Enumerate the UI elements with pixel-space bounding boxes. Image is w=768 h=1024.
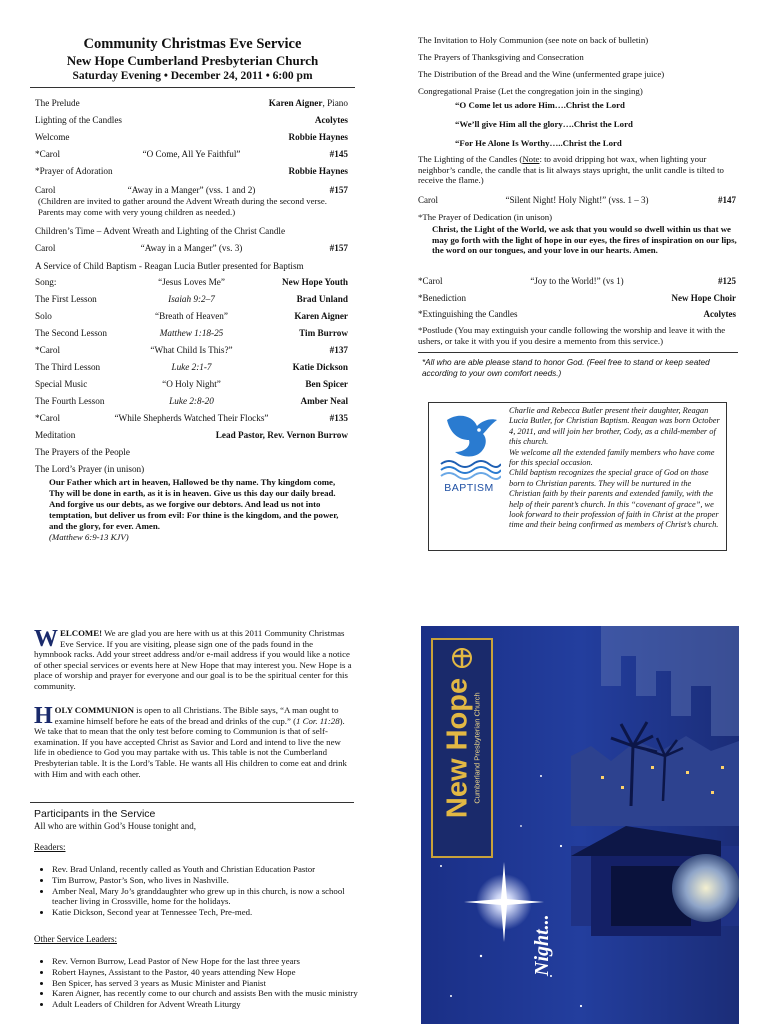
list-item: • Tim Burrow, Pastor’s Son, who lives in Nashville. bbox=[52, 875, 370, 886]
lords-prayer-text: Our Father which art in heaven, Hallowed be thy name. Thy kingdom come, Thy will be done in earth, as it is in heaven. Give us this day our daily bread. And forgive us our debts, as we forgive our debtors. And lead us not into temptation, but deliver us from evil: For thine is the kingdom, and the power, and the glory, for ever. Amen. bbox=[49, 477, 339, 531]
scripture-ref: Luke 2:8-20 bbox=[169, 396, 214, 406]
leaders-list bbox=[34, 956, 370, 1010]
welcome-lead: ELCOME! bbox=[60, 628, 103, 638]
order-leader: Robbie Haynes bbox=[288, 166, 348, 176]
order-item: Meditation bbox=[35, 430, 76, 440]
thanksgiving-line: The Prayers of Thanksgiving and Consecration bbox=[418, 52, 584, 62]
baptism-dove-icon bbox=[437, 410, 501, 496]
candles-lead: The Lighting of the Candles ( bbox=[418, 154, 523, 164]
order-item: *Extinguishing the Candles bbox=[418, 309, 518, 319]
communion-lead: OLY COMMUNION bbox=[54, 705, 134, 715]
order-leader: Ben Spicer bbox=[305, 379, 348, 389]
order-row bbox=[35, 446, 348, 458]
order-row bbox=[35, 429, 348, 441]
order-row bbox=[35, 260, 348, 272]
list-item: • Amber Neal, Mary Jo’s granddaughter who grew up in this church, is now a school teacher living in Crossville, home for the holidays. bbox=[52, 886, 370, 908]
order-title: “Away in a Manger” (vss. 1 and 2) bbox=[127, 185, 256, 195]
order-title: “O Holy Night” bbox=[162, 379, 221, 389]
order-leader: Amber Neal bbox=[300, 396, 348, 406]
list-item: • Rev. Brad Unland, recently called as Youth and Christian Education Pastor bbox=[52, 864, 370, 875]
order-item: Special Music bbox=[35, 379, 88, 389]
order-row bbox=[35, 242, 348, 254]
order-leader: Acolytes bbox=[314, 115, 348, 125]
list-item: • Ben Spicer, has served 3 years as Music Minister and Pianist bbox=[52, 978, 370, 989]
hymn-number: #145 bbox=[329, 149, 348, 159]
baptism-label: BAPTISM bbox=[444, 482, 494, 494]
order-title: “Joy to the World!” (vs 1) bbox=[530, 276, 624, 286]
welcome-text: We are glad you are here with us at this 2011 Community Christmas Eve Service. If you are visiting, please sign one of the pads found in the hymnbook racks. Add your street address and/or e-mail address if you would like a notice of other special services or events here at New Hope that may interest you. New Hope is a place of worship and prayer for everyone and our goal is to be the spiritual center for this community. bbox=[34, 628, 352, 691]
order-row bbox=[35, 97, 348, 109]
order-title: “Breath of Heaven” bbox=[155, 311, 228, 321]
order-item: *Prayer of Adoration bbox=[35, 166, 113, 176]
candles-note: : to avoid dripping hot wax, when lighting your neighbor’s candle, the candle that is lit always stays upright, the unlit candle is tilted to receive the flame.) bbox=[418, 154, 724, 186]
order-leader: Karen Aigner bbox=[268, 98, 323, 108]
order-row bbox=[418, 292, 736, 304]
welcome-dropcap: W bbox=[34, 626, 58, 652]
honor-note: *All who are able please stand to honor God. (Feel free to stand or keep seated according to your own comfort needs.) bbox=[422, 358, 710, 378]
order-title: “O Come, All Ye Faithful” bbox=[142, 149, 241, 159]
readers-list bbox=[34, 864, 370, 918]
order-row bbox=[35, 395, 348, 407]
communion-text: is open to all Christians. The Bible says, “A man ought to examine himself before he eats of the bread and drinks of the cup.” ( bbox=[54, 705, 339, 726]
readers-heading: Readers: bbox=[34, 842, 66, 852]
participants-title: Participants in the Service bbox=[34, 808, 156, 820]
order-item: *Carol bbox=[35, 345, 61, 355]
praise-song: “O Come let us adore Him….Christ the Lord bbox=[455, 100, 625, 110]
order-row bbox=[35, 378, 348, 390]
invitation-line: The Invitation to Holy Communion (see note on back of bulletin) bbox=[418, 35, 649, 45]
participants-divider bbox=[30, 802, 354, 803]
order-item: The Fourth Lesson bbox=[35, 396, 105, 406]
order-item: Solo bbox=[35, 311, 52, 321]
order-item: The Lord’s Prayer (in unison) bbox=[35, 464, 145, 474]
list-item: • Rev. Vernon Burrow, Lead Pastor of New Hope for the last three years bbox=[52, 956, 370, 967]
order-item: *Carol bbox=[35, 413, 61, 423]
hymn-number: #135 bbox=[329, 413, 348, 423]
order-row bbox=[35, 184, 348, 196]
logo-brand: New Hope bbox=[441, 677, 474, 819]
hymn-number: #125 bbox=[718, 276, 736, 286]
communion-section bbox=[34, 705, 352, 779]
communion-citation: 1 Cor. 11:28 bbox=[296, 715, 340, 726]
cross-icon bbox=[450, 646, 474, 670]
order-row bbox=[35, 165, 348, 177]
order-title: “Away in a Manger” (vs. 3) bbox=[140, 243, 243, 253]
order-leader: Katie Dickson bbox=[292, 362, 348, 372]
order-title: “Jesus Loves Me” bbox=[158, 277, 225, 287]
postlude-line: *Postlude (You may extinguish your candle following the worship and leave it with the ushers, or take it with you if you desire a memento from this service.) bbox=[418, 325, 726, 346]
welcome-section bbox=[34, 628, 352, 692]
order-row bbox=[35, 293, 348, 305]
order-item: *Benediction bbox=[418, 293, 466, 303]
lords-prayer bbox=[49, 477, 349, 543]
right-divider bbox=[418, 352, 738, 353]
dedication-prayer: Christ, the Light of the World, we ask that you would so dwell within us that we may go forth with the light of hope in our eyes, the fires of inspiration on our lips, the word on our tongues, and your love in our hearts. Amen. bbox=[432, 224, 737, 256]
order-item: Carol bbox=[35, 185, 56, 195]
order-row bbox=[35, 361, 348, 373]
order-item: A Service of Child Baptism - Reagan Lucia Butler presented for Baptism bbox=[35, 261, 304, 271]
order-title: “What Child Is This?” bbox=[150, 345, 233, 355]
church-name: New Hope Cumberland Presbyterian Church bbox=[66, 53, 319, 68]
order-item: The Prelude bbox=[35, 98, 80, 108]
dedication-heading: *The Prayer of Dedication (in unison) bbox=[418, 212, 553, 222]
participants-subtitle: All who are within God’s House tonight and, bbox=[34, 821, 196, 831]
hymn-number: #157 bbox=[329, 243, 348, 253]
order-item: The Second Lesson bbox=[35, 328, 107, 338]
order-row bbox=[418, 275, 736, 287]
praise-song: “For He Alone Is Worthy…..Christ the Lord bbox=[455, 138, 622, 148]
hymn-number: #147 bbox=[718, 195, 736, 205]
order-row bbox=[35, 412, 348, 424]
order-item: Children’s Time – Advent Wreath and Lighting of the Christ Candle bbox=[35, 226, 286, 236]
order-title: “While Shepherds Watched Their Flocks” bbox=[114, 413, 269, 423]
header-divider bbox=[30, 87, 355, 88]
leaders-heading: Other Service Leaders: bbox=[34, 934, 117, 944]
candles-note-word: Note bbox=[522, 154, 540, 164]
hymn-number: #157 bbox=[329, 185, 348, 195]
order-leader: Karen Aigner bbox=[294, 311, 348, 321]
order-item: Carol bbox=[418, 195, 438, 205]
service-datetime: Saturday Evening • December 24, 2011 • 6:00 pm bbox=[72, 70, 313, 82]
praise-song: “We’ll give Him all the glory….Christ the Lord bbox=[455, 119, 633, 129]
baptism-box bbox=[428, 402, 727, 551]
order-row bbox=[35, 225, 348, 237]
order-item: *Carol bbox=[418, 276, 443, 286]
scripture-ref: Luke 2:1-7 bbox=[171, 362, 212, 372]
order-row bbox=[418, 308, 736, 320]
scripture-ref: Isaiah 9:2–7 bbox=[168, 294, 215, 304]
order-item: Song: bbox=[35, 277, 57, 287]
baptism-text bbox=[509, 406, 721, 531]
service-title: Community Christmas Eve Service bbox=[83, 36, 302, 52]
order-leader: New Hope Youth bbox=[281, 277, 348, 287]
communion-text-2: ). We take that to mean that the only test before coming to Communion is that of self-examination. If you have accepted Christ as Savior and Lord and intend to live the new life in obedience to God you may partake with us. This table is not the Cumberland Presbyterian table. It is the Lord’s Table. He wants all His children to come eat and drink with Him and with each other. bbox=[34, 715, 347, 779]
candles-instructions bbox=[418, 154, 738, 186]
order-item: The Third Lesson bbox=[35, 362, 101, 372]
order-item: The First Lesson bbox=[35, 294, 97, 304]
order-row bbox=[418, 194, 736, 206]
praise-line: Congregational Praise (Let the congregation join in the singing) bbox=[418, 86, 643, 96]
order-title: “Silent Night! Holy Night!” (vss. 1 – 3) bbox=[505, 195, 649, 205]
order-leader: New Hope Choir bbox=[671, 293, 736, 303]
order-row bbox=[35, 327, 348, 339]
order-leader: Tim Burrow bbox=[299, 328, 348, 338]
order-item: Lighting of the Candles bbox=[35, 115, 123, 125]
baptism-paragraph: Charlie and Rebecca Butler present their daughter, Reagan Lucia Butler, for Christian Baptism. Reagan was born October 4, 2011, and will join her brother, Cody, as a child-member of this church. We welcome all the extended family members who have come for this special occasion. Child baptism recognizes the special grace of God on those born to Christian parents. They will be nurtured in the Christian faith by their parents and extended family, with the help of their parent’s church. In this “covenant of grace”, we look forward to their profession of faith in Christ at the proper time and their being confirmed as members of Christ’s church. bbox=[509, 406, 720, 530]
order-item: Welcome bbox=[35, 132, 70, 142]
order-leader: Brad Unland bbox=[296, 294, 348, 304]
hymn-number: #137 bbox=[329, 345, 348, 355]
lords-prayer-citation: (Matthew 6:9-13 KJV) bbox=[49, 532, 129, 542]
cover-artwork bbox=[421, 626, 739, 1024]
logo-subtitle: Cumberland Presbyterian Church bbox=[472, 692, 482, 804]
order-row bbox=[35, 310, 348, 322]
list-item: • Adult Leaders of Children for Advent Wreath Liturgy bbox=[52, 999, 370, 1010]
order-row bbox=[35, 131, 348, 143]
bulletin-header bbox=[30, 36, 355, 84]
order-row bbox=[35, 463, 348, 475]
order-row bbox=[35, 344, 348, 356]
order-row bbox=[35, 276, 348, 288]
order-row bbox=[35, 114, 348, 126]
cover-tagline: Night... bbox=[531, 914, 553, 976]
distribution-line: The Distribution of the Bread and the Wine (unfermented grape juice) bbox=[418, 69, 665, 79]
order-row bbox=[35, 148, 348, 160]
order-leader: Robbie Haynes bbox=[288, 132, 348, 142]
order-leader: Acolytes bbox=[703, 309, 736, 319]
order-item: Carol bbox=[35, 243, 56, 253]
children-note: (Children are invited to gather around the Advent Wreath during the second verse. Parents may come with very young children as needed.) bbox=[38, 196, 327, 217]
communion-dropcap: H bbox=[34, 703, 53, 729]
order-item: *Carol bbox=[35, 149, 61, 159]
new-hope-logo bbox=[431, 638, 493, 858]
list-item: • Robert Haynes, Assistant to the Pastor, 40 years attending New Hope bbox=[52, 967, 370, 978]
list-item: • Katie Dickson, Second year at Tennessee Tech, Pre-med. bbox=[52, 907, 370, 918]
order-leader: Lead Pastor, Rev. Vernon Burrow bbox=[215, 430, 348, 440]
list-item: • Karen Aigner, has recently come to our church and assists Ben with the music ministry bbox=[52, 988, 370, 999]
order-leader-role: , Piano bbox=[322, 98, 348, 108]
order-item: The Prayers of the People bbox=[35, 447, 130, 457]
scripture-ref: Matthew 1:18-25 bbox=[159, 328, 224, 338]
